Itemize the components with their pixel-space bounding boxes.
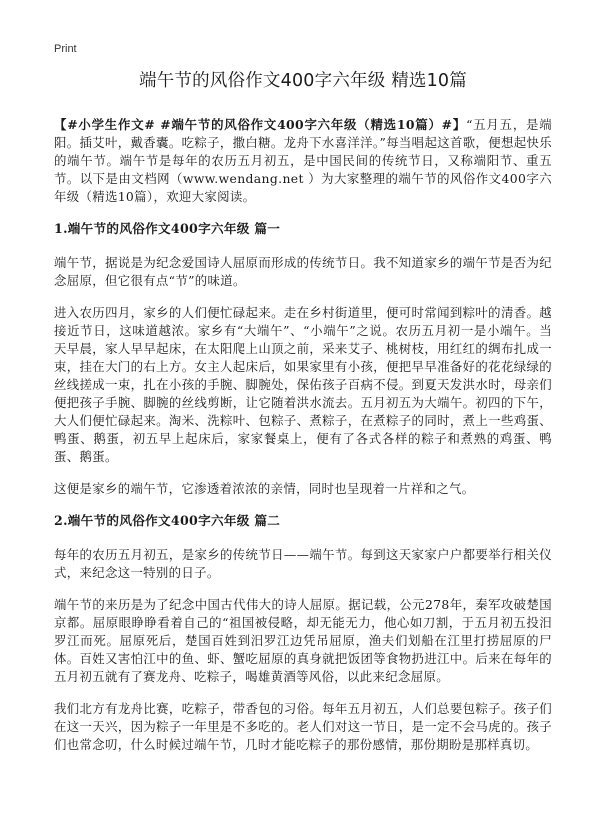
section-paragraph: 端午节，据说是为纪念爱国诗人屈原而形成的传统节日。我不知道家乡的端午节是否为纪念屈原，但它很有点“节”的味道。 [54,255,552,288]
section-heading: 2.端午节的风俗作文400字六年级 篇二 [54,513,281,528]
print-label[interactable]: Print [54,43,77,55]
intro-tags: 【#小学生作文# #端午节的风俗作文400字六年级（精选10篇）#】 [54,117,467,132]
intro-paragraph [54,116,552,206]
section-2 [54,512,552,754]
section-paragraph: 每年的农历五月初五，是家乡的传统节日——端午节。每到这天家家户户都要举行相关仪式，来纪念这一特别的日子。 [54,547,552,580]
section-paragraph: 这便是家乡的端午节，它渗透着浓浓的亲情，同时也呈现着一片祥和之气。 [54,481,475,496]
section-heading: 1.端午节的风俗作文400字六年级 篇一 [54,221,281,236]
section-1 [54,220,552,498]
intro-text: “五月五，是端阳。插艾叶，戴香囊。吃粽子，撒白糖。龙舟下水喜洋洋。”每当唱起这首歌，便想起快乐的端午节。端午节是每年的农历五月初五，是中国民间的传统节日，又称端阳节、重五节。以下是由文档网（www.wendang.net ）为大家整理的端午节的风俗作文400字六年级（精选10篇），欢迎大家阅读。 [54,117,552,204]
section-paragraph: 进入农历四月，家乡的人们便忙碌起来。走在乡村街道里，便可时常闻到粽叶的清香。越接近节日，这味道越浓。家乡有“大端午”、“小端午”之说。农历五月初一是小端午。当天早晨，家人早早起床，在太阳爬上山顶之前，采来艾子、桃树枝，用红红的绸布扎成一束，挂在大门的右上方。女主人起床后，如果家里有小孩，便把早早准备好的花花绿绿的丝线搓成一束，扎在小孩的手腕、脚腕处，保佑孩子百病不侵。到夏天发洪水时，母亲们便把孩子手腕、脚腕的丝线剪断，让它随着洪水流去。五月初五为大端午。初四的下午，大人们便忙碌起来。淘米、洗粽叶、包粽子、煮粽子，在煮粽子的同时，煮上一些鸡蛋、鸭蛋、鹅蛋，初五早上起床后，家家餐桌上，便有了各式各样的粽子和煮熟的鸡蛋、鸭蛋、鹅蛋。 [54,305,552,464]
page-title: 端午节的风俗作文400字六年级 精选10篇 [139,71,467,91]
section-paragraph: 端午节的来历是为了纪念中国古代伟大的诗人屈原。据记载，公元278年，秦军攻破楚国京都。屈原眼睁睁看着自己的“祖国被侵略，却无能无力，他心如刀割，于五月初五投汨罗江而死。屈原死后，楚国百姓到汨罗江边凭吊屈原，渔夫们划船在江里打捞屈原的尸体。百姓又害怕江中的鱼、虾、蟹吃屈原的真身就把饭团等食物扔进江中。后来在每年的五月初五就有了赛龙舟、吃粽子，喝雄黄酒等风俗，以此来纪念屈原。 [54,597,552,684]
section-paragraph: 我们北方有龙舟比赛，吃粽子，带香包的习俗。每年五月初五，人们总要包粽子。孩子们在这一天兴，因为粽子一年里是不多吃的。老人们对这一节日，是一定不会马虎的。孩子们也常念叨，什么时候过端午节，几时才能吃粽子的那份感情，那份期盼是那样真切。 [54,701,552,752]
